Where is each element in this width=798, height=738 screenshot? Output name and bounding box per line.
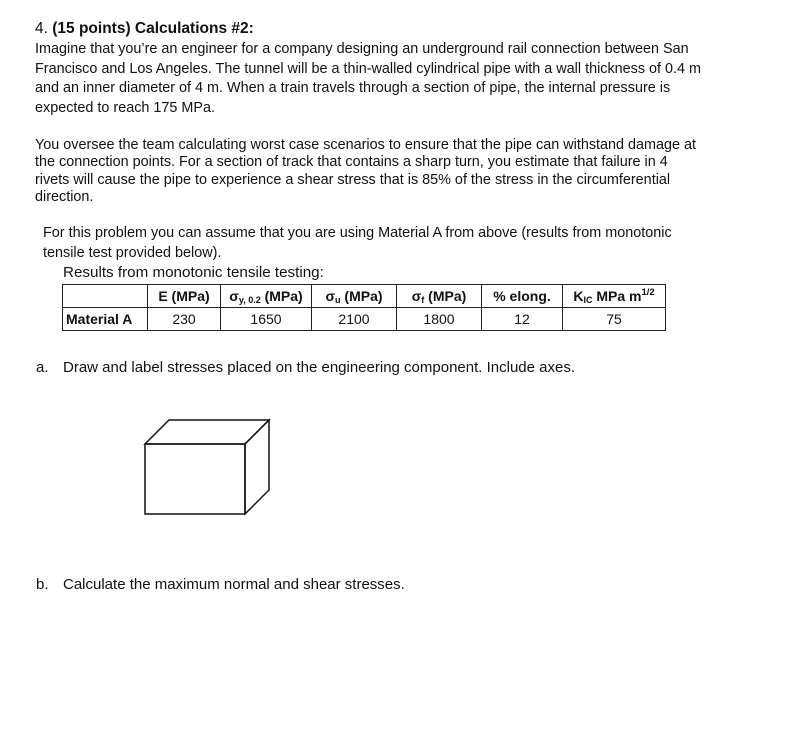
- question-a-text: Draw and label stresses placed on the engineering component. Include axes.: [63, 359, 575, 376]
- value-sigma-u: 2100: [312, 308, 397, 331]
- value-elongation: 12: [482, 308, 563, 331]
- unit: (MPa): [340, 287, 383, 304]
- value-sigma-y: 1650: [221, 308, 312, 331]
- paragraph-line: You oversee the team calculating worst case scenarios to ensure that the pipe can withstand damage at: [35, 137, 697, 153]
- paragraph-line: direction.: [35, 188, 94, 205]
- paragraph-line: For this problem you can assume that you are using Material A from above (results from monotonic: [43, 225, 672, 241]
- header-sigma-y: [221, 285, 312, 308]
- header-elongation: % elong.: [482, 285, 563, 308]
- subscript: IC: [583, 295, 593, 305]
- unit: (MPa): [260, 287, 303, 304]
- sigma-symbol: σ: [229, 287, 239, 304]
- question-a: [36, 358, 575, 377]
- paragraph-line: Francisco and Los Angeles. The tunnel will be a thin-walled cylindrical pipe with a wall thickness of 0.4 m: [35, 60, 702, 77]
- cube-front-face: [145, 444, 245, 514]
- paragraph-line: tensile test provided below).: [43, 244, 222, 261]
- subscript: u: [335, 294, 341, 305]
- header-kic: [563, 285, 666, 308]
- paragraph-line: the connection points. For a section of track that contains a sharp turn, you estimate that failure in 4: [35, 154, 668, 171]
- worst-case-paragraph: [35, 137, 755, 206]
- subscript: y, 0.2: [238, 294, 261, 305]
- paragraph-line: expected to reach 175 MPa.: [35, 99, 215, 116]
- header-sigma-u: [312, 285, 397, 308]
- value-sigma-f: 1800: [397, 308, 482, 331]
- question-b-text: Calculate the maximum normal and shear stresses.: [63, 576, 405, 593]
- problem-title: (15 points) Calculations #2:: [52, 20, 254, 37]
- unit: MPa m: [592, 288, 642, 304]
- exponent: 1/2: [641, 287, 655, 298]
- results-title: Results from monotonic tensile testing:: [63, 264, 324, 281]
- sigma-symbol: σ: [325, 287, 336, 304]
- tensile-results-table: [62, 284, 666, 331]
- paragraph-line: rivets will cause the pipe to experience a shear stress that is 85% of the stress in the circumferential: [35, 171, 671, 188]
- empty-header-cell: [63, 285, 148, 308]
- scenario-paragraph: [35, 40, 755, 118]
- unit: (MPa): [424, 287, 467, 304]
- problem-heading: [35, 19, 254, 39]
- problem-number: 4.: [35, 20, 48, 37]
- cube-top-face: [145, 420, 269, 444]
- header-sigma-f: [397, 285, 482, 308]
- value-kic: 75: [563, 308, 666, 331]
- question-b-label: b.: [36, 576, 49, 593]
- header-e: E (MPa): [148, 285, 221, 308]
- paragraph-line: and an inner diameter of 4 m. When a train travels through a section of pipe, the internal pressure is: [35, 80, 671, 96]
- table-header-row: [63, 285, 666, 308]
- k-symbol: K: [573, 288, 584, 304]
- table-row: [63, 308, 666, 331]
- question-b: [36, 575, 405, 594]
- value-e: 230: [148, 308, 221, 331]
- material-label: Material A: [63, 308, 148, 331]
- sigma-symbol: σ: [411, 287, 422, 304]
- cube-side-face: [245, 420, 269, 514]
- subscript: f: [421, 294, 425, 305]
- paragraph-line: Imagine that you’re an engineer for a company designing an underground rail connection between San: [35, 41, 689, 57]
- question-a-label: a.: [36, 359, 49, 376]
- stress-element-cube: [140, 415, 275, 520]
- material-paragraph: [43, 224, 763, 263]
